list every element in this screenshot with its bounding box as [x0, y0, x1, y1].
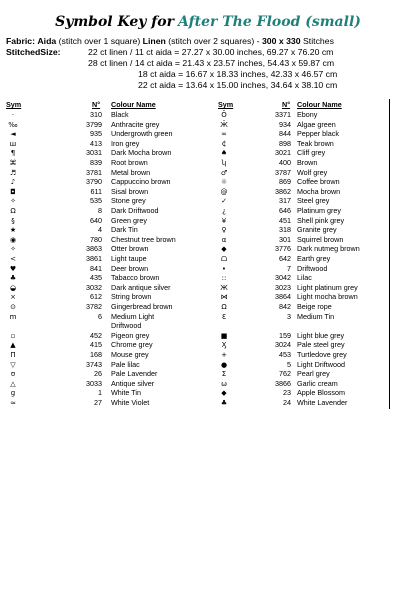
- stitch-symbol: ◆: [221, 245, 227, 254]
- fabric-aida: Aida: [37, 36, 57, 46]
- stitch-symbol: ♬: [9, 168, 17, 177]
- stitch-symbol: ʮ: [221, 159, 227, 167]
- colour-number: 413: [90, 138, 102, 148]
- stitch-symbol: ●: [220, 360, 228, 369]
- colour-name: Chrome grey: [111, 340, 153, 350]
- colour-number: 762: [279, 369, 291, 379]
- colour-name: Deer brown: [111, 263, 149, 273]
- stitch-symbol: ¿: [222, 207, 226, 215]
- stitch-symbol: ∞: [221, 130, 227, 139]
- colour-number: 3790: [86, 177, 102, 187]
- colour-name: Pale lilac: [111, 359, 140, 369]
- page-title: [0, 14, 416, 30]
- header-sym-right: Sym: [218, 100, 234, 109]
- colour-number: 3042: [275, 273, 291, 283]
- stitch-symbol: ¶: [10, 149, 16, 158]
- header-colour-left: Colour Name: [111, 100, 156, 109]
- fabric-linen-note: (stitch over 2 squares) -: [168, 36, 260, 46]
- colour-name: Cappuccino brown: [111, 177, 171, 187]
- stitch-symbol: Ɛ: [221, 312, 227, 321]
- colour-name: Root brown: [111, 158, 148, 167]
- stitched-size-row: 28 ct linen / 14 ct aida = 21.43 x 23.57 inches, 54.43 x 59.87 cm: [88, 58, 335, 68]
- colour-number: 3799: [86, 119, 102, 129]
- stitch-symbol: ☼: [220, 178, 228, 187]
- colour-number: 3776: [275, 244, 291, 254]
- colour-number: 8: [98, 206, 102, 215]
- stitch-symbol: ₵: [221, 139, 227, 148]
- colour-name: White Violet: [111, 398, 150, 407]
- colour-name: Anthracite grey: [111, 119, 160, 129]
- stitch-symbol: ★: [9, 226, 17, 235]
- stitch-symbol: ◄: [10, 130, 16, 139]
- colour-name: Dark antique silver: [111, 282, 171, 292]
- header-sym-left: Sym: [6, 100, 22, 109]
- colour-name: Light blue grey: [297, 330, 345, 340]
- colour-name: Mocha brown: [297, 186, 341, 196]
- stitch-symbol: ◒: [9, 283, 17, 292]
- colour-name: Sisal brown: [111, 186, 149, 196]
- colour-name: Granite grey: [297, 225, 337, 235]
- colour-number: 6: [98, 311, 102, 321]
- colour-number: 3862: [275, 186, 291, 196]
- stitch-symbol: ⌘: [9, 159, 17, 167]
- colour-number: 3861: [86, 254, 102, 263]
- colour-name: Light Driftwood: [297, 359, 345, 369]
- colour-number: 839: [90, 158, 102, 167]
- colour-name: Platinum grey: [297, 206, 341, 215]
- colour-name: Black: [111, 110, 129, 119]
- stitch-symbol: Ж: [220, 283, 228, 292]
- colour-name: Otter brown: [111, 244, 149, 254]
- colour-number: 452: [90, 330, 102, 340]
- colour-number: 310: [90, 110, 102, 119]
- colour-number: 453: [279, 350, 291, 359]
- colour-name: Dark nutmeg brown: [297, 244, 360, 254]
- fabric-label: Fabric:: [6, 36, 35, 46]
- colour-name: Dark Driftwood: [111, 206, 159, 215]
- colour-number: 3864: [275, 292, 291, 302]
- stitch-symbol: ♂: [220, 168, 228, 177]
- colour-number: 301: [279, 234, 291, 244]
- right-column-border: [389, 99, 390, 409]
- stitch-symbol: g: [10, 389, 16, 398]
- colour-number: 869: [279, 177, 291, 187]
- stitch-symbol: ⊙: [10, 303, 16, 311]
- colour-name: Turtledove grey: [297, 350, 347, 359]
- colour-name: Coffee brown: [297, 177, 340, 187]
- colour-number: 612: [90, 292, 102, 302]
- stitch-symbol: Ӽ: [221, 341, 227, 350]
- colour-number: 451: [279, 215, 291, 225]
- colour-number: 3371: [275, 110, 291, 119]
- colour-number: 3866: [275, 378, 291, 388]
- colour-number: 3787: [275, 167, 291, 177]
- fabric-aida-note: (stitch over 1 square): [58, 36, 141, 46]
- stitch-symbol: ▲: [10, 341, 16, 350]
- colour-number: 3023: [275, 282, 291, 292]
- stitch-symbol: ʊ: [10, 370, 16, 379]
- stitch-symbol: △: [10, 379, 16, 388]
- colour-name: Light mocha brown: [297, 292, 358, 302]
- colour-number: 24: [283, 398, 291, 407]
- stitch-symbol: ◉: [9, 235, 17, 244]
- colour-name: Chestnut tree brown: [111, 234, 176, 244]
- fabric-line: [6, 36, 334, 46]
- colour-number: 26: [94, 369, 102, 379]
- colour-name: Steel grey: [297, 196, 330, 206]
- stitch-symbol: m: [9, 312, 17, 321]
- stitch-symbol: +: [221, 351, 227, 359]
- colour-name: Earth grey: [297, 254, 331, 263]
- stitch-symbol: ♣: [220, 399, 228, 407]
- stitch-symbol: ■: [220, 331, 228, 340]
- colour-name: Metal brown: [111, 167, 151, 177]
- stitch-symbol: ✧: [10, 245, 16, 254]
- stitch-symbol: Π: [10, 351, 16, 359]
- stitch-symbol: •: [221, 264, 227, 273]
- colour-name: Apple Blossom: [297, 388, 345, 398]
- stitch-symbol: ¥: [221, 216, 227, 225]
- colour-name: Pale steel grey: [297, 340, 345, 350]
- colour-name: Teak brown: [297, 138, 334, 148]
- stitch-symbol: ᗝ: [221, 255, 227, 263]
- colour-number: 3031: [86, 148, 102, 158]
- colour-name: Antique silver: [111, 378, 155, 388]
- colour-name: Garlic cream: [297, 378, 338, 388]
- stitch-symbol: ✓: [221, 197, 227, 206]
- fabric-linen: Linen: [142, 36, 166, 46]
- stitch-symbol: ×: [10, 293, 16, 302]
- colour-number: 4: [98, 225, 102, 235]
- colour-number: 842: [279, 302, 291, 311]
- colour-name: Dark Tin: [111, 225, 138, 235]
- colour-name: Pearl grey: [297, 369, 330, 379]
- colour-number: 3863: [86, 244, 102, 254]
- colour-number: 646: [279, 206, 291, 215]
- colour-number: 934: [279, 119, 291, 129]
- stitch-symbol: ♥: [9, 264, 17, 273]
- stitch-symbol: ‰: [8, 120, 18, 129]
- stitch-symbol: ◘: [10, 187, 16, 196]
- fabric-stitches-suffix: Stitches: [303, 36, 334, 46]
- colour-number: 780: [90, 234, 102, 244]
- colour-name: Tabacco brown: [111, 273, 160, 283]
- colour-number: 7: [287, 263, 291, 273]
- header-num-left: N°: [92, 100, 101, 109]
- colour-number: 159: [279, 330, 291, 340]
- colour-name: White Lavender: [297, 398, 348, 407]
- colour-number: 27: [94, 398, 102, 407]
- colour-number: 3782: [86, 302, 102, 311]
- colour-name: Ebony: [297, 110, 318, 119]
- colour-number: 5: [287, 359, 291, 369]
- stitch-symbol: ♀: [221, 226, 227, 235]
- colour-number: 435: [90, 273, 102, 283]
- colour-name: String brown: [111, 292, 152, 302]
- colour-number: 168: [90, 350, 102, 359]
- colour-number: 1: [98, 388, 102, 398]
- colour-number: 317: [279, 196, 291, 206]
- title-design-name: After The Flood (small): [178, 14, 361, 30]
- colour-name: Light taupe: [111, 254, 147, 263]
- stitched-size-row: 22 ct aida = 13.64 x 15.00 inches, 34.64 x 38.10 cm: [138, 80, 338, 90]
- colour-name: Undergrowth green: [111, 129, 173, 139]
- colour-name: Algae green: [297, 119, 336, 129]
- colour-number: 535: [90, 196, 102, 206]
- stitch-symbol: ♣: [9, 274, 17, 283]
- stitch-symbol: @: [220, 187, 228, 196]
- stitch-symbol: ⋈: [220, 293, 228, 302]
- colour-name: Wolf grey: [297, 167, 328, 177]
- stitch-symbol: ▽: [10, 360, 16, 369]
- title-prefix: Symbol Key for: [55, 14, 174, 30]
- stitch-symbol: §: [11, 216, 15, 225]
- colour-number: 3: [287, 311, 291, 321]
- stitch-symbol: Ω: [10, 207, 16, 215]
- colour-name: Green grey: [111, 215, 147, 225]
- colour-name: Mouse grey: [111, 350, 149, 359]
- colour-name: Driftwood: [297, 263, 328, 273]
- colour-name: Light platinum grey: [297, 282, 358, 292]
- colour-number: 3033: [86, 378, 102, 388]
- stitch-symbol: Σ: [221, 370, 227, 379]
- stitched-size-row: 22 ct linen / 11 ct aida = 27.27 x 30.00 inches, 69.27 x 76.20 cm: [88, 47, 334, 57]
- stitch-symbol: ≈: [10, 399, 16, 407]
- colour-name: Iron grey: [111, 138, 140, 148]
- colour-number: 935: [90, 129, 102, 139]
- stitch-symbol: ✧: [10, 197, 16, 206]
- stitch-symbol: α: [221, 235, 227, 244]
- colour-name: Dark Mocha brown: [111, 148, 172, 158]
- stitch-symbol: Ӂ: [220, 120, 228, 129]
- stitch-symbol: ω: [221, 379, 227, 388]
- colour-name: Gingerbread brown: [111, 302, 173, 311]
- colour-number: 841: [90, 263, 102, 273]
- stitch-symbol: Ō: [221, 111, 227, 119]
- colour-name: Medium Tin: [297, 311, 335, 321]
- colour-number: 640: [90, 215, 102, 225]
- colour-name: Cliff grey: [297, 148, 326, 158]
- colour-name: Pale Lavender: [111, 369, 158, 379]
- stitch-symbol: ♪: [10, 178, 16, 187]
- colour-name: Pepper black: [297, 129, 339, 139]
- header-colour-right: Colour Name: [297, 100, 342, 109]
- stitch-symbol: ♠: [220, 149, 228, 158]
- stitch-symbol: ▫: [10, 331, 16, 340]
- colour-number: 3021: [275, 148, 291, 158]
- colour-name: Pigeon grey: [111, 330, 150, 340]
- stitch-symbol: Ω: [221, 303, 227, 311]
- colour-number: 23: [283, 388, 291, 398]
- stitched-size-row: 18 ct aida = 16.67 x 18.33 inches, 42.33 x 46.57 cm: [138, 69, 338, 79]
- colour-name: Medium Light: [111, 311, 155, 321]
- colour-number: 400: [279, 158, 291, 167]
- colour-number: 844: [279, 129, 291, 139]
- colour-number: 3032: [86, 282, 102, 292]
- colour-name: Driftwood: [111, 321, 142, 331]
- colour-number: 3781: [86, 167, 102, 177]
- colour-name: Stone grey: [111, 196, 146, 206]
- stitch-symbol: ·: [11, 111, 15, 119]
- colour-number: 642: [279, 254, 291, 263]
- header-num-right: N°: [282, 100, 291, 109]
- colour-number: 318: [279, 225, 291, 235]
- colour-name: Shell pink grey: [297, 215, 345, 225]
- stitched-size-label: StitchedSize:: [6, 47, 61, 57]
- colour-number: 611: [90, 186, 102, 196]
- colour-name: White Tin: [111, 388, 141, 398]
- colour-number: 3743: [86, 359, 102, 369]
- fabric-stitches: 300 x 330: [261, 36, 301, 46]
- stitch-symbol: ::: [221, 274, 227, 283]
- colour-number: 3024: [275, 340, 291, 350]
- stitch-symbol: ш: [9, 139, 17, 148]
- colour-name: Lilac: [297, 273, 312, 283]
- stitch-symbol: ◆: [221, 389, 227, 398]
- colour-number: 415: [90, 340, 102, 350]
- colour-name: Beige rope: [297, 302, 332, 311]
- colour-number: 898: [279, 138, 291, 148]
- stitch-symbol: <: [10, 255, 16, 263]
- colour-name: Squirrel brown: [297, 234, 344, 244]
- colour-name: Brown: [297, 158, 318, 167]
